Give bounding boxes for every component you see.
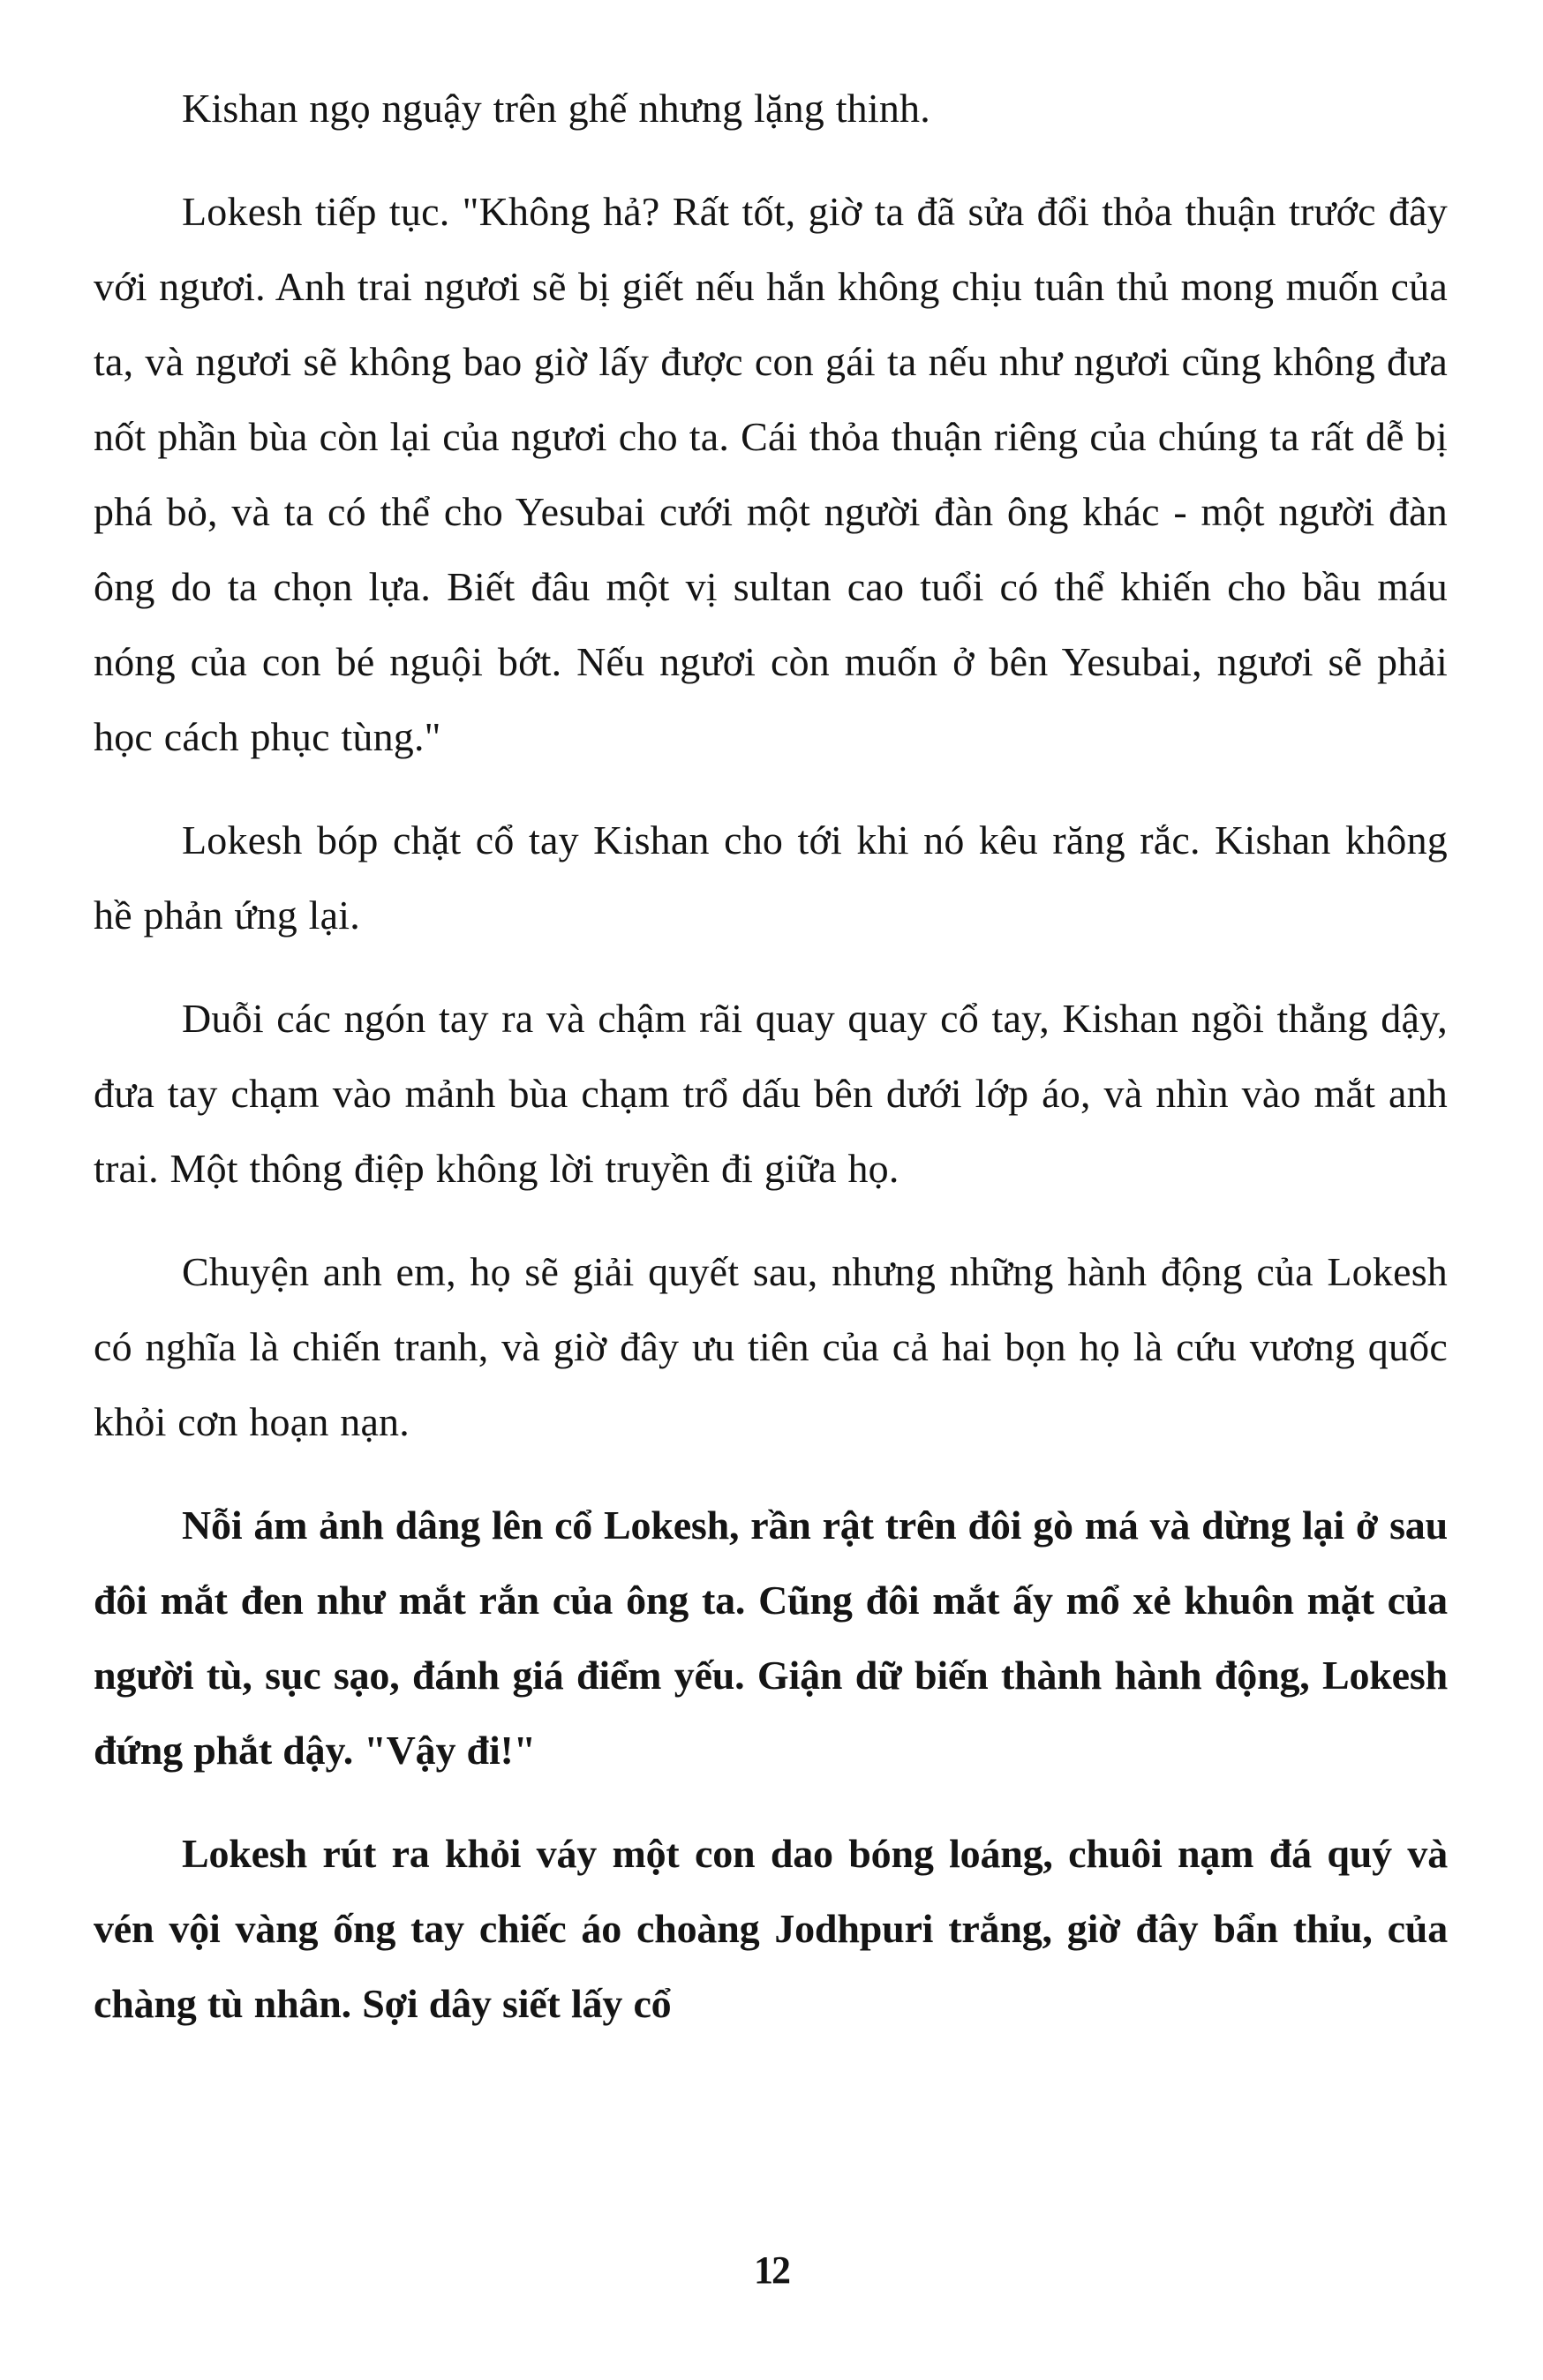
page-number: 12	[754, 2248, 789, 2292]
paragraph-5: Chuyện anh em, họ sẽ giải quyết sau, nhưng những hành động của Lokesh có nghĩa là chiến tranh, và giờ đây ưu tiên của cả hai bọn họ là cứu vương quốc khỏi cơn hoạn nạn.	[94, 1249, 1448, 1444]
paragraph-3: Lokesh bóp chặt cổ tay Kishan cho tới khi nó kêu răng rắc. Kishan không hề phản ứng lại.	[94, 817, 1448, 938]
paragraph-7: Lokesh rút ra khỏi váy một con dao bóng loáng, chuôi nạm đá quý và vén vội vàng ống tay chiếc áo choàng Jodhpuri trắng, giờ đây bẩn thỉu, của chàng tù nhân. Sợi dây siết lấy cổ	[94, 1831, 1448, 2026]
paragraph-6: Nỗi ám ảnh dâng lên cổ Lokesh, rần rật trên đôi gò má và dừng lại ở sau đôi mắt đen như mắt rắn của ông ta. Cũng đôi mắt ấy mổ xẻ khuôn mặt của người tù, sục sạo, đánh giá điểm yếu. Giận dữ biến thành hành động, Lokesh đứng phắt dậy. "Vậy đi!"	[94, 1503, 1448, 1773]
paragraph-2: Lokesh tiếp tục. "Không hả? Rất tốt, giờ ta đã sửa đổi thỏa thuận trước đây với ngươi. Anh trai ngươi sẽ bị giết nếu hắn không chịu tuân thủ mong muốn của ta, và ngươi sẽ không bao giờ lấy được con gái ta nếu như ngươi cũng không đưa nốt phần bùa còn lại của ngươi cho ta. Cái thỏa thuận riêng của chúng ta rất dễ bị phá bỏ, và ta có thể cho Yesubai cưới một người đàn ông khác - một người đàn ông do ta chọn lựa. Biết đâu một vị sultan cao tuổi có thể khiến cho bầu máu nóng của con bé nguội bớt. Nếu ngươi còn muốn ở bên Yesubai, ngươi sẽ phải học cách phục tùng."	[94, 189, 1448, 759]
paragraph-4: Duỗi các ngón tay ra và chậm rãi quay quay cổ tay, Kishan ngồi thẳng dậy, đưa tay chạm vào mảnh bùa chạm trổ dấu bên dưới lớp áo, và nhìn vào mắt anh trai. Một thông điệp không lời truyền đi giữa họ.	[94, 996, 1448, 1191]
paragraph-1: Kishan ngọ nguậy trên ghế nhưng lặng thinh.	[182, 86, 930, 131]
